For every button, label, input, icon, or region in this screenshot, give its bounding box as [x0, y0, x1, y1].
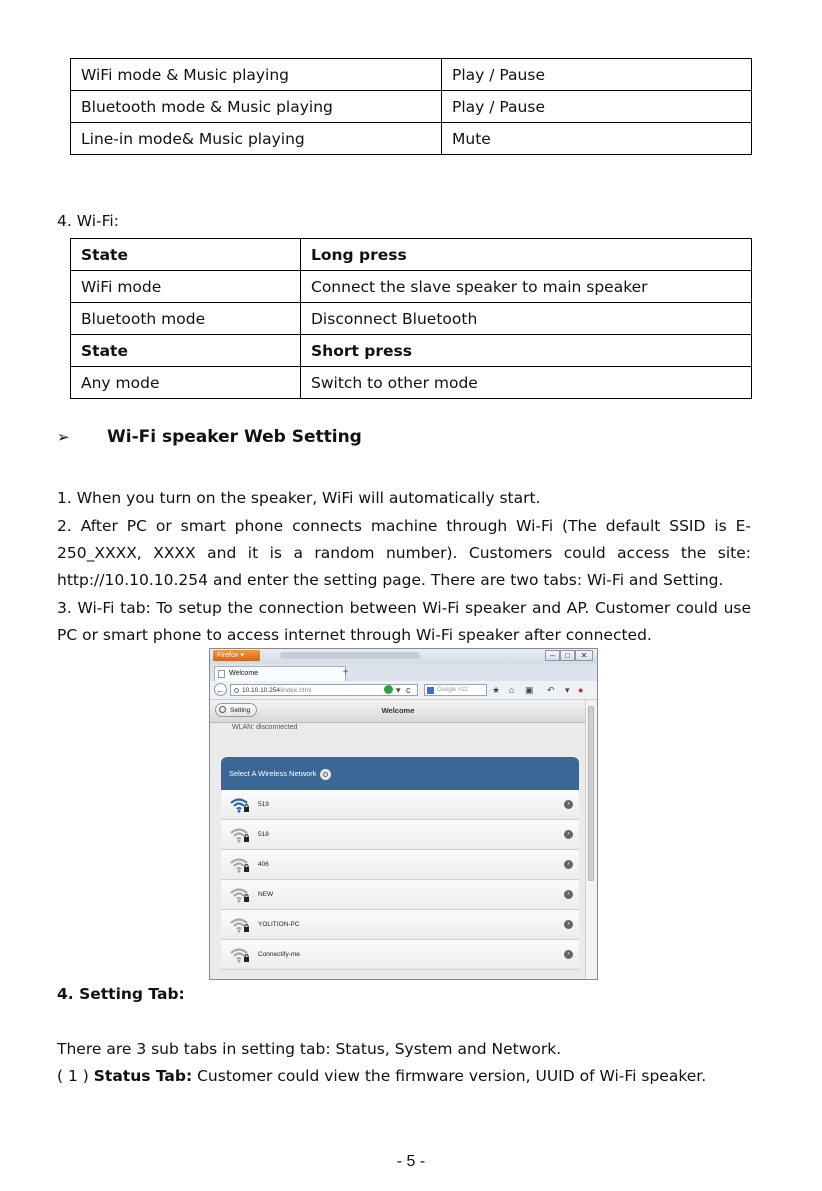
network-row[interactable]	[221, 820, 579, 850]
url-path: /index.html	[279, 687, 312, 694]
table-row	[71, 91, 752, 123]
network-row[interactable]	[221, 880, 579, 910]
wifi-signal-icon	[229, 887, 251, 903]
paragraph: 1. When you turn on the speaker, WiFi will automatically start.	[57, 489, 541, 507]
setting-button[interactable]	[215, 703, 257, 717]
tab-bar	[210, 664, 597, 681]
page-number: - 5 -	[396, 1153, 426, 1170]
url-host: 10.10.10.254	[242, 687, 280, 694]
table-cell: Mute	[442, 123, 752, 155]
status-tab-text: Customer could view the firmware version, UUID of Wi-Fi speaker.	[192, 1067, 707, 1085]
table-cell: Switch to other mode	[301, 367, 752, 399]
page-title: Welcome	[381, 706, 415, 715]
table-cell: Play / Pause	[442, 91, 752, 123]
scrollbar-thumb[interactable]	[588, 706, 594, 881]
network-name: YOLITION-PC	[258, 921, 300, 928]
table-row	[71, 367, 752, 399]
firefox-label: Firefox	[217, 652, 239, 659]
reload-icon[interactable]: c	[406, 685, 411, 695]
network-name: 518	[258, 831, 269, 838]
table-cell: WiFi mode	[71, 271, 301, 303]
table-cell: Any mode	[71, 367, 301, 399]
table-header-cell: Long press	[301, 239, 752, 271]
network-row[interactable]	[221, 940, 579, 970]
network-name: NEW	[258, 891, 274, 898]
network-name: Connectify-me	[258, 951, 300, 958]
section-title: Wi-Fi speaker Web Setting	[107, 427, 362, 447]
status-tab-label: Status Tab:	[93, 1067, 193, 1085]
chevron-right-icon: ›	[564, 890, 573, 899]
undo-icon[interactable]: ↶	[547, 685, 555, 695]
network-name: 406	[258, 861, 269, 868]
setting-tab-heading: 4. Setting Tab:	[57, 985, 185, 1003]
maximize-icon[interactable]: □	[560, 650, 575, 661]
chevron-right-icon: ›	[564, 830, 573, 839]
star-icon[interactable]: ★	[492, 685, 501, 695]
network-row[interactable]	[221, 910, 579, 940]
new-tab-button[interactable]: +	[342, 667, 349, 678]
gear-icon	[219, 706, 226, 713]
chevron-right-icon: ›	[564, 860, 573, 869]
table-header-cell: State	[71, 239, 301, 271]
network-name: 519	[258, 801, 269, 808]
table-row	[71, 59, 752, 91]
paragraph: 3. Wi-Fi tab: To setup the connection between Wi-Fi speaker and AP. Customer could use PC or smart phone to access internet through Wi-Fi speaker after connected.	[57, 599, 751, 644]
table-row	[71, 303, 752, 335]
panel-title: Select A Wireless Network	[229, 769, 317, 778]
title-bar	[210, 649, 597, 664]
list-marker: ( 1 )	[57, 1067, 94, 1085]
blurred-title	[280, 652, 420, 659]
wifi-heading: 4. Wi-Fi:	[57, 212, 119, 230]
table-cell: WiFi mode & Music playing	[71, 59, 442, 91]
paragraph: 2. After PC or smart phone connects machine through Wi-Fi (The default SSID is E-250_XXXX, XXXX and it is a random number). Customers could access the site: http://10.10.10.254 and enter the setting page. There are two tabs: Wi-Fi and Setting.	[57, 517, 751, 589]
menu-dropdown-icon[interactable]: ▾	[565, 685, 570, 695]
wireless-network-panel	[221, 757, 579, 980]
page-header	[210, 700, 586, 723]
setting-label: Setting	[230, 707, 251, 714]
table-cell: Connect the slave speaker to main speaker	[301, 271, 752, 303]
wifi-signal-icon	[229, 947, 251, 963]
tab-welcome[interactable]: Welcome	[214, 666, 346, 681]
chevron-right-icon: ›	[564, 920, 573, 929]
status-tab-paragraph	[57, 1063, 751, 1090]
network-row[interactable]	[221, 850, 579, 880]
chevron-right-icon: ›	[564, 950, 573, 959]
close-icon[interactable]: ✕	[575, 650, 593, 661]
table-cell: Bluetooth mode & Music playing	[71, 91, 442, 123]
wlan-status: WLAN: disconnected	[232, 724, 298, 731]
bookmarks-icon[interactable]: ▣	[525, 685, 534, 695]
refresh-icon[interactable]	[320, 769, 331, 780]
search-field[interactable]: Google <Ct	[424, 684, 487, 696]
table-header-cell: Short press	[301, 335, 752, 367]
wifi-signal-icon	[229, 797, 251, 813]
table-header-row	[71, 239, 752, 271]
navigation-bar	[210, 681, 597, 700]
go-icon[interactable]	[384, 685, 393, 694]
table-header-cell: State	[71, 335, 301, 367]
table-cell: Bluetooth mode	[71, 303, 301, 335]
bullet-arrow-icon: ➢	[57, 428, 70, 446]
minimize-icon[interactable]: –	[545, 650, 560, 661]
wifi-signal-icon	[229, 857, 251, 873]
button-function-table	[70, 58, 752, 155]
table-row	[71, 271, 752, 303]
network-row[interactable]	[221, 790, 579, 820]
web-page	[210, 700, 586, 979]
table-row	[71, 123, 752, 155]
table-cell: Line-in mode& Music playing	[71, 123, 442, 155]
addon-icon[interactable]: ●	[578, 685, 584, 695]
table-cell: Disconnect Bluetooth	[301, 303, 752, 335]
panel-header	[221, 757, 579, 790]
browser-screenshot	[209, 648, 598, 980]
scrollbar[interactable]	[585, 700, 597, 979]
chevron-right-icon: ›	[564, 800, 573, 809]
firefox-menu-button[interactable]: Firefox ▾	[213, 650, 260, 661]
dropdown-icon[interactable]: ▾	[396, 685, 401, 695]
home-icon[interactable]: ⌂	[509, 685, 515, 695]
table-cell: Play / Pause	[442, 59, 752, 91]
paragraph: There are 3 sub tabs in setting tab: Status, System and Network.	[57, 1040, 562, 1058]
wifi-button-table	[70, 238, 752, 399]
wifi-signal-icon	[229, 917, 251, 933]
wifi-signal-icon	[229, 827, 251, 843]
back-arrow-icon[interactable]: ←	[216, 685, 225, 695]
table-header-row	[71, 335, 752, 367]
